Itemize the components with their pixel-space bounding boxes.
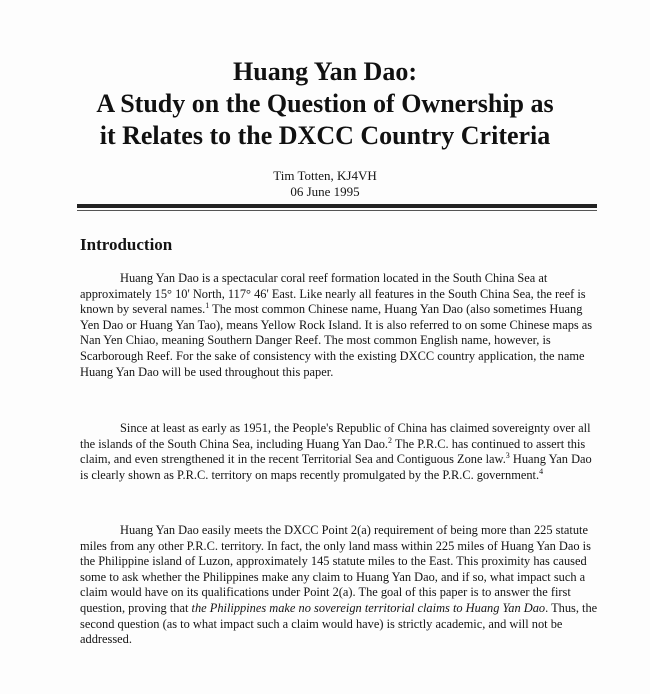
paragraph-1-text-b: The most common Chinese name, Huang Yan Dao (also sometimes Huang Yen Dao or Huang Yan Tao), means Yellow Rock Island. It is also referred to on some Chinese maps as Nan Yen Chiao, meaning Southern Danger Reef. The most common English name, however, is Scarborough Reef. For the sake of consistency with the existing DXCC country application, the name Huang Yan Dao will be used throughout this paper. (80, 302, 593, 379)
author-name: Tim Totten, KJ4VH (273, 168, 377, 183)
title-line-1: Huang Yan Dao: (233, 57, 417, 86)
title-line-3: it Relates to the DXCC Country Criteria (99, 121, 551, 150)
footnote-ref-4[interactable]: 4 (539, 466, 544, 476)
paragraph-1 (80, 271, 600, 380)
footnote-ref-1[interactable]: 1 (205, 301, 210, 311)
paragraph-1-text-a: Huang Yan Dao is a spectacular coral reef formation located in the South China Sea at approximately 15° 10' North, 117° 46' East. Like nearly all features in the South China Sea, the reef is known by several names. (80, 271, 586, 317)
paragraph-3-emphasis: the Philippines make no sovereign territorial claims to Huang Yan Dao (191, 600, 546, 615)
paragraph-2 (80, 421, 600, 483)
paragraph-3 (80, 523, 600, 648)
document-title (0, 56, 650, 152)
header-rule-thick (77, 204, 597, 208)
section-heading-introduction: Introduction (80, 235, 173, 254)
paragraph-2-text-c: Huang Yan Dao is clearly shown as P.R.C. territory on maps recently promulgated by the P.R.C. government. (80, 452, 592, 482)
paragraph-2-text-b: The P.R.C. has continued to assert this claim, and even strengthened it in the recent Territorial Sea and Contiguous Zone law. (80, 436, 586, 467)
document-date: 06 June 1995 (290, 184, 360, 199)
paragraph-2-text-a: Since at least as early as 1951, the People's Republic of China has claimed sovereignty over all the islands of the South China Sea, including Huang Yan Dao. (80, 421, 591, 451)
footnote-ref-3[interactable]: 3 (505, 451, 510, 461)
byline (0, 168, 650, 200)
paragraph-3-text-b: . Thus, the second question (as to what impact such a claim would have) is strictly academic, and will not be addressed. (80, 600, 598, 647)
footnote-ref-2[interactable]: 2 (388, 435, 393, 445)
paragraph-3-text-a: Huang Yan Dao easily meets the DXCC Point 2(a) requirement of being more than 225 statute miles from any other P.R.C. territory. In fact, the only land mass within 225 miles of Huang Yan Dao is the Philippine island of Luzon, approximately 145 statute miles to the East. This proximity has caused some to ask whether the Philippines make any claim to Huang Yan Dao, and if so, what impact such a claim would have on its qualifications under Point 2(a). The goal of this paper is to answer the first question, proving that (80, 523, 591, 615)
title-line-2: A Study on the Question of Ownership as (96, 89, 554, 118)
header-rule-thin (77, 210, 597, 211)
